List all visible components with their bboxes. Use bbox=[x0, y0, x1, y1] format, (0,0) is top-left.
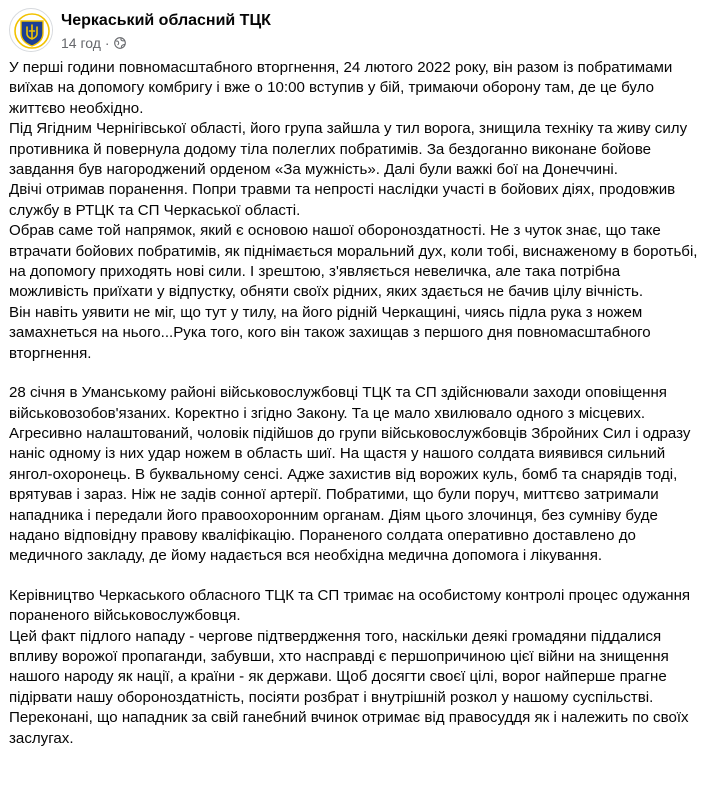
post-header bbox=[9, 8, 699, 56]
post-paragraph: У перші години повномасштабного вторгнення, 24 лютого 2022 року, він разом із побратимами виїхав на допомогу комбригу і вже о 10:00 вступив у бій, тримаючи оборону там, де це було життєво необхідно. bbox=[9, 59, 673, 117]
page-avatar[interactable] bbox=[9, 8, 53, 52]
paragraph-gap bbox=[9, 364, 699, 383]
meta-separator: · bbox=[104, 35, 110, 51]
post-paragraph: Цей факт підлого нападу - чергове підтвердження того, наскільки деякі громадяни піддалися впливу ворожої пропаганди, забувши, хто насправді є першопричиною цієї війни на знищення нашого народу як нації, а країни - як держави. Щоб досягти своєї цілі, ворог найперше прагне підірвати нашу обороноздатність, посіяти розбрат і внутрішній розкол у нашому суспільстві. bbox=[9, 627, 669, 706]
post-meta bbox=[61, 35, 126, 51]
post-paragraph: Обрав саме той напрямок, який є основою нашої обороноздатності. Не з чуток знає, що таке втрачати бойових побратимів, як піднімається моральний дух, коли тобі, виснаженому в боротьбі, на допомогу приходять нові сили. І зрештою, з'являється невеличка, але така потрібна можливість приїхати у відпустку, обняти своїх рідних, яких здається не бачив цілу вічність. bbox=[9, 222, 698, 301]
post-paragraph: Під Ягідним Чернігівської області, його група зайшла у тил ворога, знищила техніку та живу силу противника й повернула додому тіла полеглих побратимів. За бездоганно виконане бойове завдання був нагороджений орденом «За мужність». Далі були важкі бої на Донеччині. bbox=[9, 120, 688, 179]
post-paragraph: Переконані, що нападник за свій ганебний вчинок отримає від правосуддя як і належить по своїх заслугах. bbox=[9, 709, 689, 747]
post-paragraph: Керівництво Черкаського обласного ТЦК та СП тримає на особистому контролі процес одужання пораненого військовослужбовця. bbox=[9, 586, 691, 625]
post-paragraph: 28 січня в Уманському районі військовослужбовці ТЦК та СП здійснювали заходи оповіщення військовозобов'язаних. Коректно і згідно Закону. Та це мало хвилювало одного з місцевих. Агресивно налаштований, чоловік підійшов до групи військовослужбовців Збройних Сил і одразу наніс одному із них удар ножем в область шиї. На щастя у нашого солдата виявився сильний янгол-охоронець. В буквальному сенсі. Адже захистив від ворожих куль, бомб та снарядів тоді, врятував і зараз. Ніж не задів сонної артерії. Побратими, що були поруч, миттєво затримали нападника і передали його правоохоронним органам. Діям цього злочинця, без сумніву буде надано відповідну правову кваліфікацію. Пораненого солдата оперативно доставлено до медичного закладу, де йому надається вся необхідна медична допомога і лікування. bbox=[9, 384, 691, 565]
post-text bbox=[9, 58, 699, 749]
paragraph-gap bbox=[9, 567, 699, 586]
post-paragraph: Двічі отримав поранення. Попри травми та непрості наслідки участі в бойових діях, продовжив службу в РТЦК та СП Черкаської області. bbox=[9, 181, 676, 219]
post-timestamp[interactable]: 14 год bbox=[61, 35, 101, 51]
globe-icon[interactable] bbox=[114, 37, 126, 49]
shield-emblem-icon bbox=[10, 9, 53, 52]
post-paragraph: Він навіть уявити не міг, що тут у тилу, на його рідній Черкащині, чиясь підла рука з ножем замахнеться на нього...Рука того, кого він також захищав з першого дня повномасштабного вторгнення. bbox=[9, 303, 651, 362]
page-name-link[interactable]: Черкаський обласний ТЦК bbox=[61, 12, 271, 29]
